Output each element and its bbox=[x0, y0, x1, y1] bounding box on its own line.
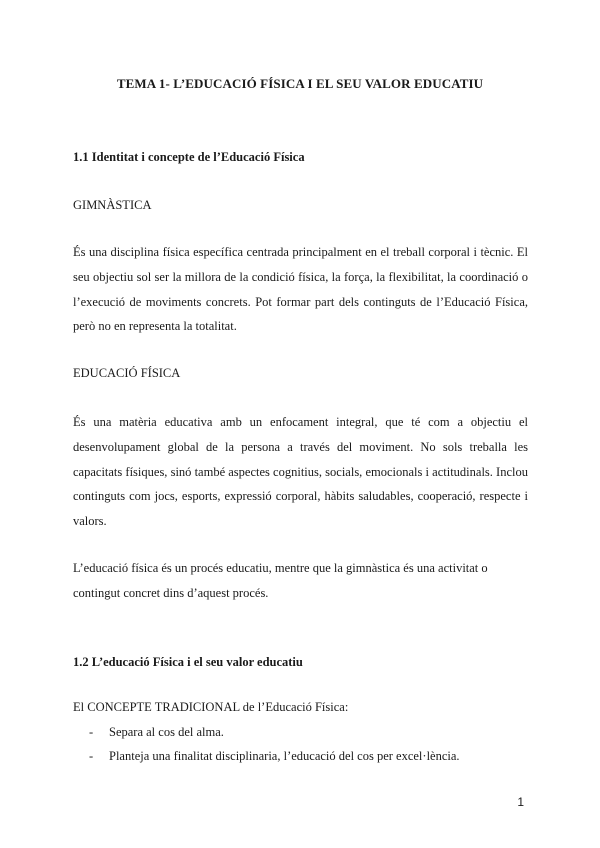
document-title: TEMA 1- L’EDUCACIÓ FÍSICA I EL SEU VALOR EDUCATIU bbox=[116, 76, 484, 91]
educacio-fisica-label: EDUCACIÓ FÍSICA bbox=[73, 366, 181, 380]
page-number: 1 bbox=[517, 795, 524, 809]
gimnastica-paragraph: És una disciplina física específica centrada principalment en el treball corporal i tècnic. El seu objectiu sol ser la millora de la condició física, la força, la flexibilitat, la coordinació o l’execució de moviments concrets. Pot formar part dels continguts de l’Educació Física, però no en representa la totalitat. bbox=[73, 245, 528, 334]
concept-tradicional-label: El CONCEPTE TRADICIONAL de l’Educació Física: bbox=[73, 700, 349, 714]
list-item-text: Separa al cos del alma. bbox=[109, 725, 224, 739]
section-2-heading: 1.2 L’educació Física i el seu valor educatiu bbox=[73, 655, 303, 669]
list-item bbox=[73, 720, 533, 744]
concept-list bbox=[73, 720, 533, 768]
list-item-text: Planteja una finalitat disciplinaria, l’educació del cos per excel·lència. bbox=[109, 749, 460, 763]
gimnastica-label: GIMNÀSTICA bbox=[73, 198, 152, 212]
section-1-heading: 1.1 Identitat i concepte de l’Educació Física bbox=[73, 150, 305, 164]
list-bullet: - bbox=[89, 725, 94, 739]
list-item bbox=[73, 744, 533, 768]
list-bullet: - bbox=[89, 749, 94, 763]
educacio-fisica-paragraph: És una matèria educativa amb un enfocament integral, que té com a objectiu el desenvolupament global de la persona a través del moviment. No sols treballa les capacitats físiques, sinó també aspectes cognitius, socials, emocionals i actitudinals. Inclou continguts com jocs, esports, expressió corporal, hàbits saludables, cooperació, respecte i valors. bbox=[73, 415, 528, 529]
conclusion-paragraph: L’educació física és un procés educatiu, mentre que la gimnàstica és una activitat o contingut concret dins d’aquest procés. bbox=[73, 561, 488, 600]
